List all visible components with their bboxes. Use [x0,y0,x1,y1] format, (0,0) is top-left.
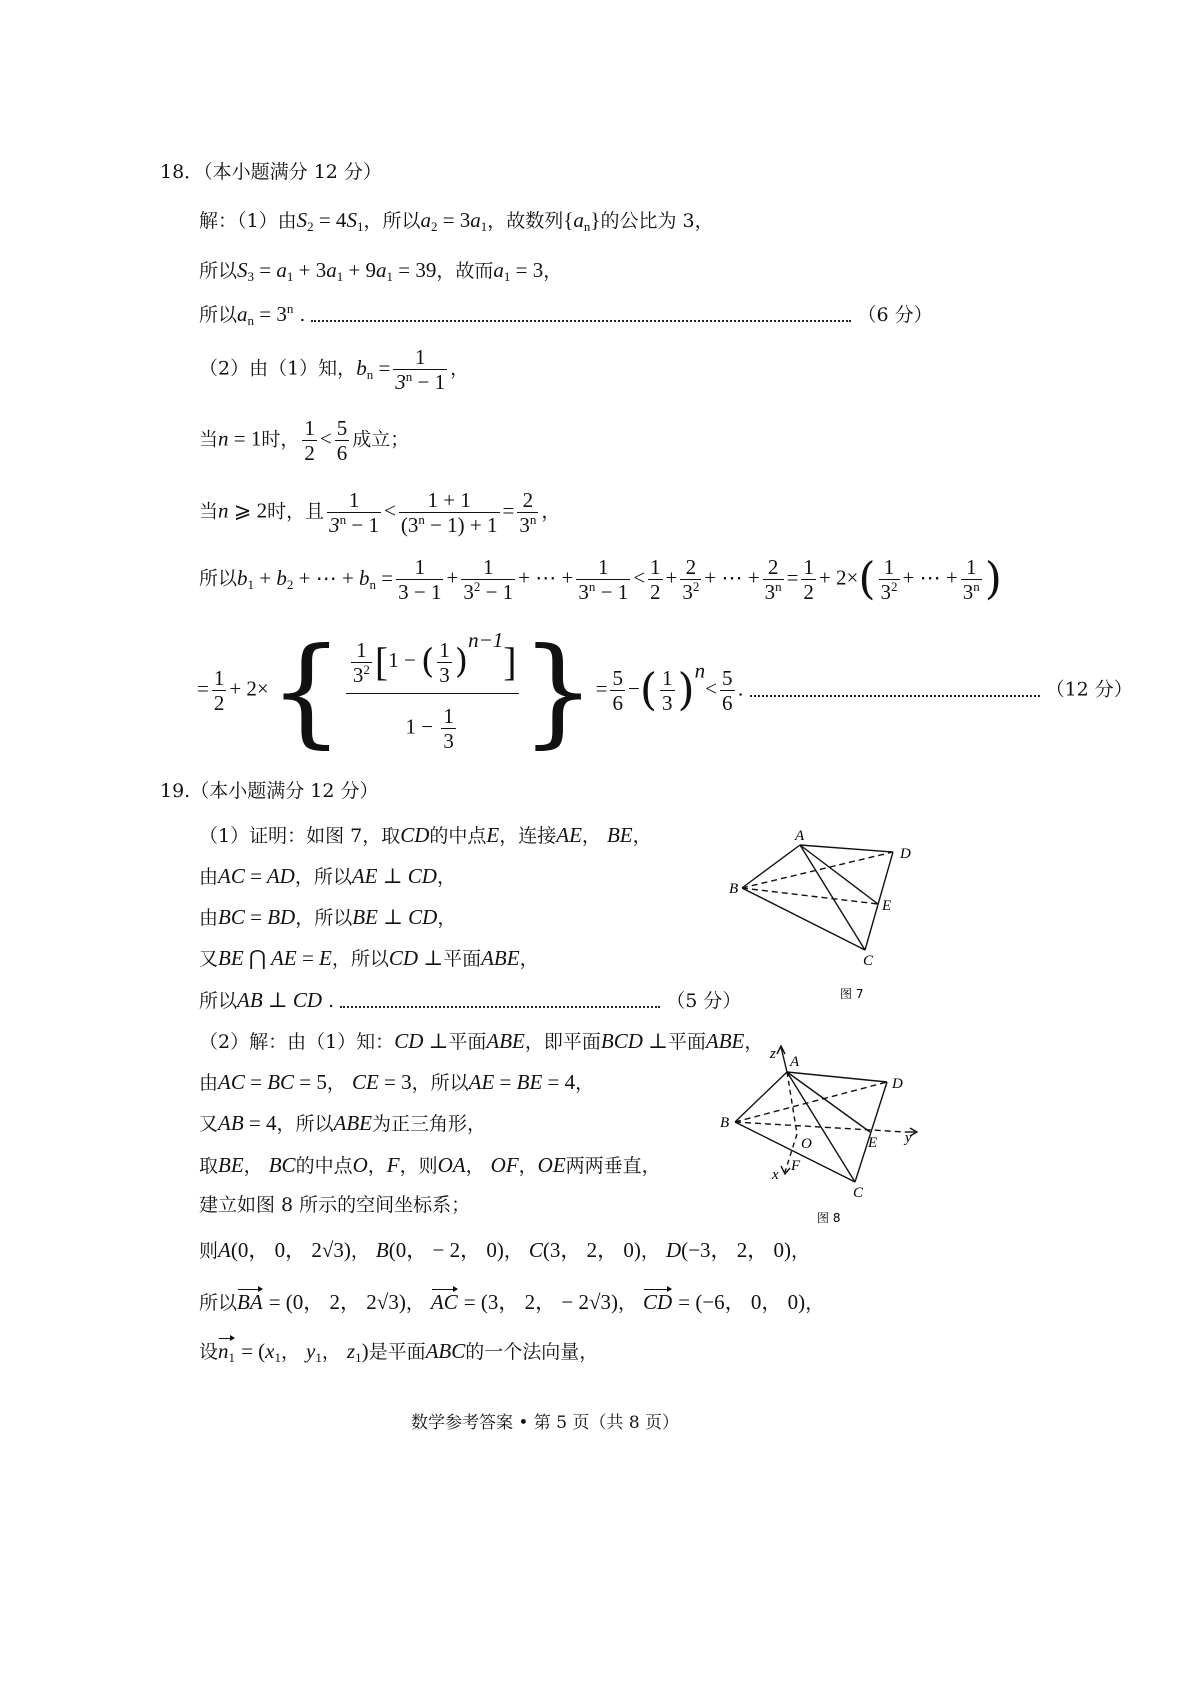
q19-line5: 所以AB ⊥ CD . （5 分） [199,988,742,1012]
q18-line8: = $\frac{1}{2}$ + 2×{ $\frac{1}{3^2}$ [1 − ( $\frac{1}{3}$ )$^{n-1}$] 1 − $\frac{1}{3}$ }= $\frac{5}{6}$ −( $\frac{1}{3}$ )$^n$< $\frac{5}{6}$ . （12 分） [197,621,1133,760]
q18-line7: 所以$b_1 + b_2$ + ⋯ + $b_n$ = $\frac{1}{3 - 1}$ + $\frac{1}{3^2 - 1}$ + ⋯ + $\frac{1}{3^n - 1}$ < $\frac{1}{2}$ + $\frac{2}{3^2}$ + ⋯ + $\frac{2}{3^n}$ = $\frac{1}{2}$ + 2×( $\frac{1}{3^2}$ + ⋯ + $\frac{1}{3^n}$ ) [199,553,1002,605]
q19-line2: 由AC = AD，所以AE ⊥ CD， [199,864,456,888]
svg-text:z: z [770,1046,776,1062]
q19-score1: （5 分） [666,990,742,1012]
q18-heading: 18．（本小题满分 12 分） [160,161,382,183]
page-footer: 数学参考答案 • 第 5 页（共 8 页） [410,1413,680,1433]
q18-line2: 所以$S_3 = a_1 + 3a_1 + 9a_1 = 39$，故而$a_1 = 3$， [199,258,563,284]
q19-line12: 所以BA = (0， 2， 2√3)， AC = (3， 2， − 2√3)， CD = (−6， 0， 0)， [199,1290,825,1314]
svg-text:C: C [853,1185,864,1201]
svg-text:D: D [892,1076,903,1092]
q19-line4: 又BE ⋂ AE = E，所以CD ⊥平面ABE， [199,946,539,970]
q19-line6: （2）解：由（1）知：CD ⊥平面ABE，即平面BCD ⊥平面ABE， [199,1029,764,1053]
q19-line7: 由AC = BC = 5， CE = 3，所以AE = BE = 4， [199,1070,595,1094]
q19-line13: 设$n_1 = (x_1$， $y_1$， $z_1$)是平面ABC的一个法向量， [199,1339,599,1365]
svg-text:A: A [790,1054,800,1070]
q19-heading: 19.（本小题满分 12 分） [160,780,379,802]
svg-text:E: E [868,1135,878,1151]
svg-text:O: O [801,1136,812,1152]
svg-text:B: B [720,1115,730,1131]
fig7-caption: 图 7 [840,987,864,1000]
q19-line8: 又AB = 4，所以ABE为正三角形， [199,1111,487,1135]
q19-line9: 取BE， BC的中点O，F，则OA， OF，OE两两垂直， [199,1153,661,1177]
q18-line5: 当n = 1时， $\frac{1}{2}$ < $\frac{5}{6}$ 成立； [199,416,410,466]
q18-line6: 当n ⩾ 2时，且 $\frac{1}{3^n - 1}$ < $\frac{1 + 1}{(3^n - 1) + 1}$ = $\frac{2}{3^n}$ ， [199,488,561,538]
svg-text:A: A [795,828,805,844]
svg-text:D: D [900,846,911,862]
q18-line3: 所以$a_n = 3^n$ . （6 分） [199,301,933,328]
svg-text:C: C [863,953,874,969]
q18-line4: （2）由（1）知，$b_n$ = $\frac{1}{3^n - 1}$ ， [199,345,470,395]
svg-text:B: B [729,881,739,897]
q18-score1: （6 分） [857,304,933,326]
figure-8 [715,1042,930,1227]
q19-line11: 则A(0， 0， 2√3)， B(0， − 2， 0)， C(3， 2， 0)， D(−3， 2， 0)， [199,1238,810,1262]
fig8-caption: 图 8 [817,1211,841,1225]
svg-text:y: y [905,1130,912,1146]
q19-line1: （1）证明：如图 7，取CD的中点E，连接AE， BE， [199,823,652,847]
svg-text:x: x [772,1167,779,1183]
q18-line1: 解：（1）由$S_2 = 4S_1$，所以$a_2 = 3a_1$，故数列$\{a_n\}$的公比为 3， [199,208,714,234]
figure-7 [725,820,925,1000]
q18-score2: （12 分） [1045,678,1133,701]
svg-text:E: E [882,898,892,914]
q19-line3: 由BC = BD，所以BE ⊥ CD， [199,905,457,929]
q19-line10: 建立如图 8 所示的空间坐标系； [199,1194,471,1216]
svg-text:F: F [791,1158,801,1174]
